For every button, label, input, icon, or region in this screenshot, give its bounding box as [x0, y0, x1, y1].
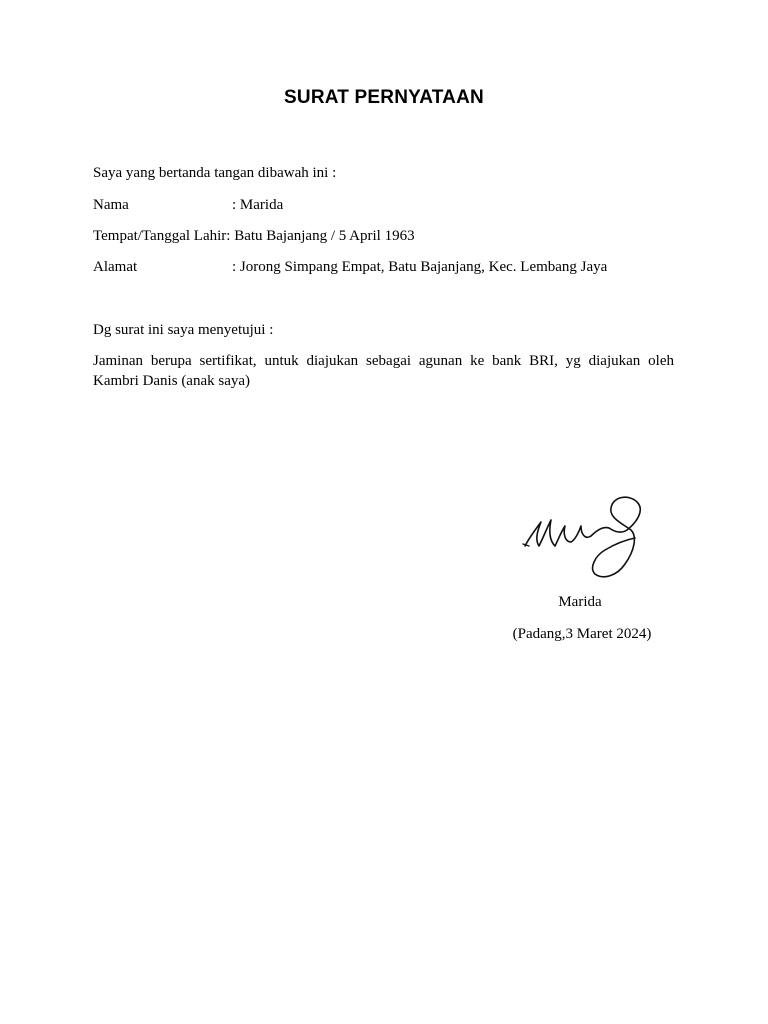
field-label: Alamat	[93, 259, 138, 275]
signature-place-date: (Padang,3 Maret 2024)	[512, 626, 652, 642]
field-nama	[93, 195, 283, 215]
field-value: : Marida	[232, 197, 284, 213]
document-title: SURAT PERNYATAAN	[284, 87, 484, 108]
field-tempat-tanggal-lahir	[93, 226, 415, 246]
agreement-text: Jaminan berupa sertifikat, untuk diajukan sebagai agunan ke bank BRI, yg diajukan oleh Kambri Danis (anak saya)	[93, 353, 674, 389]
handwritten-signature	[519, 494, 649, 584]
field-alamat	[93, 257, 607, 277]
agreement-intro: Dg surat ini saya menyetujui :	[93, 322, 274, 338]
field-value: Batu Bajanjang / 5 April 1963	[230, 228, 415, 244]
field-label: Tempat/Tanggal Lahir:	[93, 228, 231, 244]
signatory-name: Marida	[558, 594, 602, 610]
field-label: Nama	[93, 197, 129, 213]
intro-text: Saya yang bertanda tangan dibawah ini :	[93, 165, 337, 181]
field-value: : Jorong Simpang Empat, Batu Bajanjang, Kec. Lembang Jaya	[232, 259, 608, 275]
